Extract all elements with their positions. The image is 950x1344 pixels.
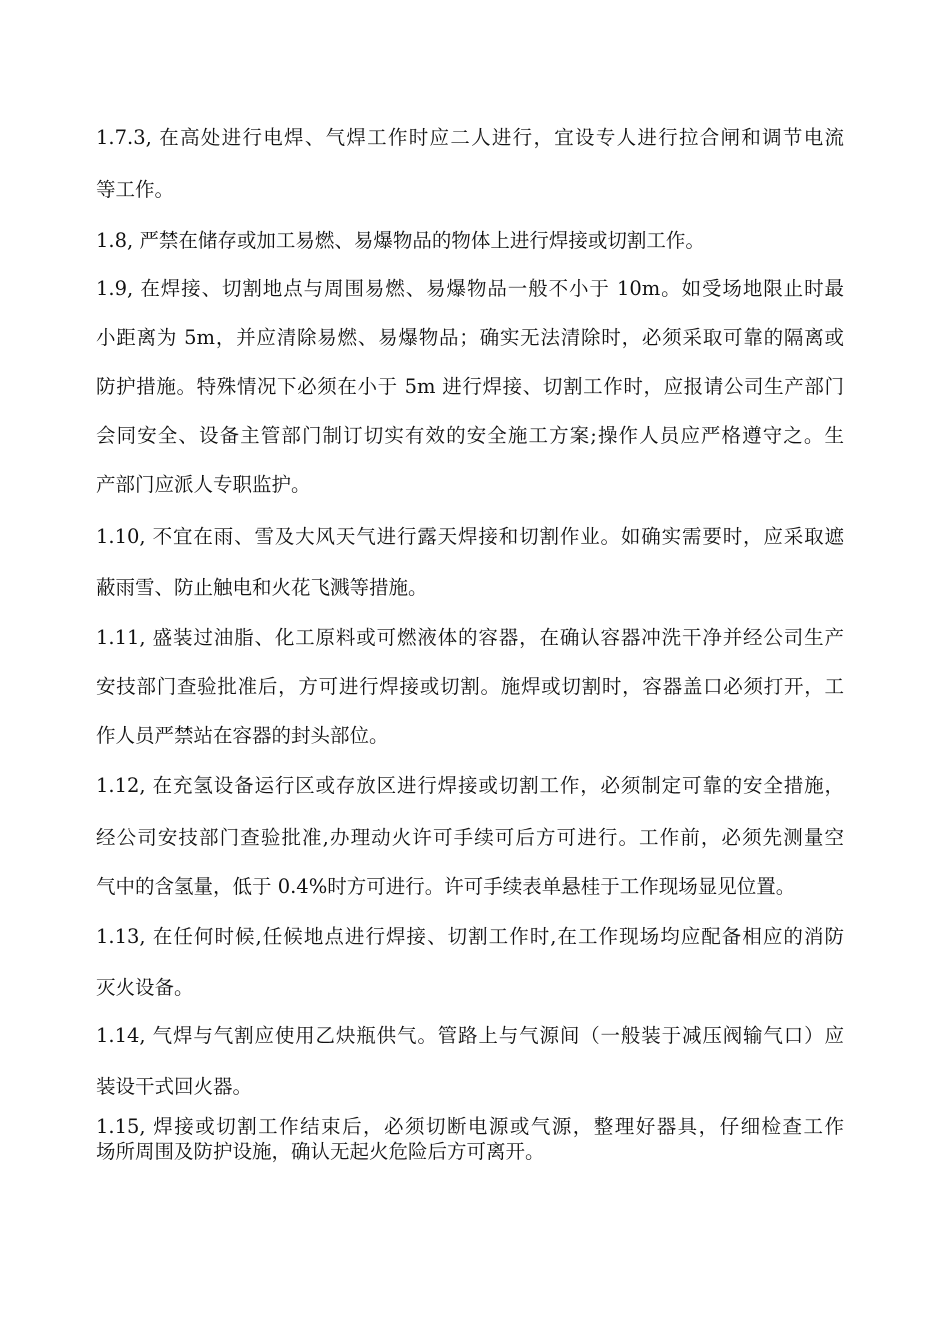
- text-line: 1.7.3, 在高处进行电焊、气焊工作时应二人进行，宜设专人进行拉合闸和调节电流: [96, 126, 844, 149]
- text-line: 1.15, 焊接或切割工作结束后，必须切断电源或气源，整理好器具，仔细检查工作: [96, 1115, 844, 1138]
- text-line: 蔽雨雪、防止触电和火花飞溅等措施。: [96, 576, 428, 599]
- text-line: 防护措施。特殊情况下必须在小于 5m 进行焊接、切割工作时，应报请公司生产部门: [96, 375, 844, 398]
- text-line: 1.8, 严禁在储存或加工易燃、易爆物品的物体上进行焊接或切割工作。: [96, 229, 705, 252]
- text-line: 会同安全、设备主管部门制订切实有效的安全施工方案;操作人员应严格遵守之。生: [96, 424, 844, 447]
- text-line: 1.13, 在任何时候,任候地点进行焊接、切割工作时,在工作现场均应配备相应的消防: [96, 925, 844, 948]
- text-line: 灭火设备。: [96, 976, 194, 999]
- text-line: 等工作。: [96, 178, 175, 201]
- text-line: 场所周围及防护设施，确认无起火危险后方可离开。: [96, 1140, 545, 1163]
- text-line: 气中的含氢量，低于 0.4%时方可进行。许可手续表单悬桂于工作现场显见位置。: [96, 875, 796, 898]
- text-line: 安技部门查验批准后，方可进行焊接或切割。施焊或切割时，容器盖口必须打开，工: [96, 675, 844, 698]
- text-line: 经公司安技部门查验批准,办理动火许可手续可后方可进行。工作前，必须先测量空: [96, 826, 844, 849]
- text-line: 1.14, 气焊与气割应使用乙炔瓶供气。管路上与气源间（一般装于减压阀输气口）应: [96, 1024, 844, 1047]
- text-line: 1.9, 在焊接、切割地点与周围易燃、易爆物品一般不小于 10m。如受场地限止时最: [96, 277, 844, 300]
- text-line: 产部门应派人专职监护。: [96, 473, 311, 496]
- text-line: 1.11, 盛装过油脂、化工原料或可燃液体的容器，在确认容器冲洗干净并经公司生产: [96, 626, 844, 649]
- text-line: 作人员严禁站在容器的封头部位。: [96, 724, 389, 747]
- text-line: 小距离为 5m，并应清除易燃、易爆物品；确实无法清除时，必须采取可靠的隔离或: [96, 326, 844, 349]
- text-line: 1.12, 在充氢设备运行区或存放区进行焊接或切割工作，必须制定可靠的安全措施，: [96, 774, 844, 797]
- text-line: 1.10, 不宜在雨、雪及大风天气进行露天焊接和切割作业。如确实需要时，应采取遮: [96, 525, 844, 548]
- text-line: 装设干式回火器。: [96, 1075, 253, 1098]
